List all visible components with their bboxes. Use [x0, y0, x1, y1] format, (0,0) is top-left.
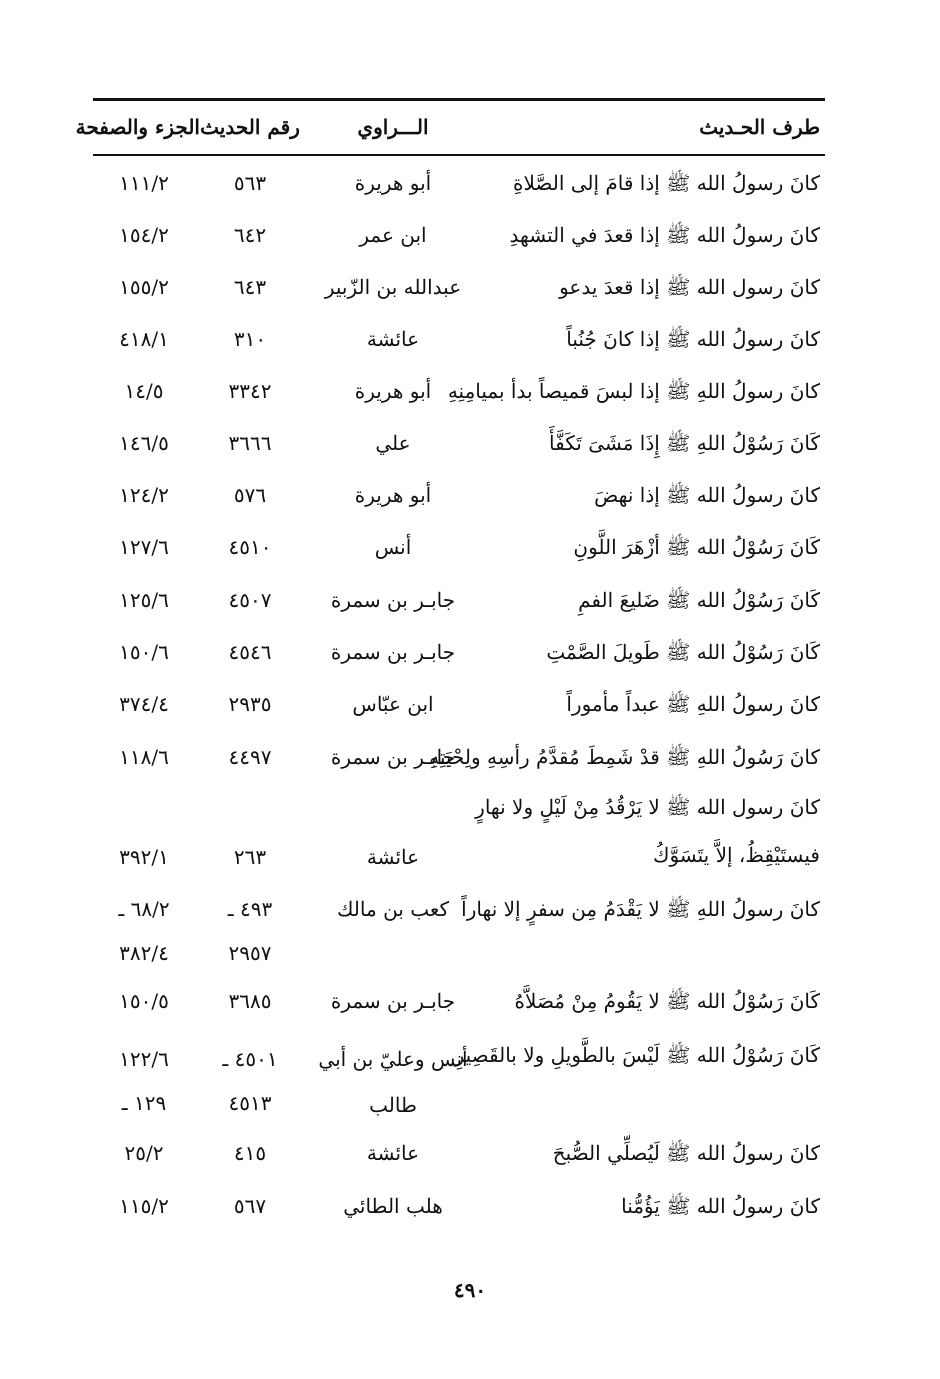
hadith-text: كانَ رسولُ اللهِ ﷺ عبداً مأموراً: [566, 692, 820, 716]
hadith-number: ٣١٠: [233, 327, 267, 351]
volume-page: ١٢٢/٦: [119, 1047, 169, 1071]
volume-page: ١٤٦/٥: [119, 431, 169, 455]
hadith-text: كانَ رسولُ الله ﷺ إذا قعدَ في التشهدِ: [509, 223, 820, 247]
volume-page: ١٢٧/٦: [119, 535, 169, 559]
hadith-number: ٤٥٠١ ـ: [222, 1047, 278, 1071]
hadith-text: كانَ رسول الله ﷺ لا يَرْقُدُ مِنْ لَيْلٍ ولا نهارٍ: [475, 795, 820, 819]
narrator: أبو هريرة: [354, 483, 432, 507]
hadith-number: ٣٦٨٥: [228, 989, 272, 1013]
narrator: عائشة: [366, 845, 420, 869]
hadith-text: كانَ رسولُ الله ﷺ إذا نهضَ: [594, 483, 820, 507]
hadith-number: ٤٥١٠: [228, 535, 272, 559]
narrator: أنس وعليّ بن أبي: [318, 1047, 468, 1071]
narrator: جابـر بن سمرة: [330, 989, 456, 1013]
volume-page: ١٥٠/٦: [119, 640, 169, 664]
volume-page: ١١٥/٢: [119, 1194, 169, 1218]
narrator: جابـر بن سمرة: [330, 588, 456, 612]
volume-page: ١٢٥/٦: [119, 588, 169, 612]
volume-page-secondary: ٣٨٢/٤: [119, 941, 169, 965]
hadith-number-secondary: ٢٩٥٧: [228, 941, 272, 965]
hadith-text: كَانَ رَسُوْلُ الله ﷺ لا يَقُومُ مِنْ مُصَلاَّهُ: [514, 989, 820, 1013]
volume-page: ٤١٨/١: [119, 327, 169, 351]
volume-page: ١٥٥/٢: [119, 275, 169, 299]
narrator: ابن عمر: [359, 223, 427, 247]
volume-page: ١١١/٢: [119, 171, 169, 195]
volume-page: ٣٧٤/٤: [119, 692, 169, 716]
volume-page: ٦٨/٢ ـ: [118, 897, 170, 921]
hadith-number: ٥٦٣: [233, 171, 267, 195]
volume-page: ١٢٤/٢: [119, 483, 169, 507]
volume-page: ١٥٤/٢: [119, 223, 169, 247]
hadith-number: ٤٤٩٧: [228, 745, 272, 769]
hadith-number: ٥٧٦: [233, 483, 267, 507]
hadith-number: ٤٥٠٧: [228, 588, 272, 612]
hadith-text: كانَ رسولُ الله ﷺ لَيُصلِّي الصُّبحَ: [552, 1141, 820, 1165]
hadith-text-continuation: فيستَيْقِظُ، إلاَّ يتَسَوَّكُ: [652, 843, 820, 867]
hadith-text: كانَ رسول الله ﷺ إذا قعدَ يدعو: [559, 275, 820, 299]
narrator: علي: [375, 431, 411, 455]
narrator: أبو هريرة: [354, 171, 432, 195]
hadith-number: ٢٩٣٥: [228, 692, 272, 716]
hadith-number: ٦٤٣: [233, 275, 267, 299]
hadith-number: ٤٥٤٦: [228, 640, 272, 664]
hadith-text: كَانَ رَسُوْلُ الله ﷺ طَويلَ الصَّمْتِ: [546, 640, 820, 664]
volume-page: ١٤/٥: [124, 379, 164, 403]
volume-page: ١٥٠/٥: [119, 989, 169, 1013]
narrator: أنس: [374, 535, 412, 559]
hadith-number: ٦٤٢: [233, 223, 267, 247]
hadith-number: ٥٦٧: [233, 1194, 267, 1218]
header-hadith: طرف الحـديث: [699, 115, 820, 139]
header-number: رقم الحديث: [200, 115, 300, 139]
hadith-text: كانَ رَسُولُ اللهِ ﷺ قدْ شَمِطَ مُقدَّمُ رأسِهِ ولِحْيَتِهِ: [429, 745, 820, 769]
hadith-number: ٤١٥: [233, 1141, 267, 1165]
hadith-text: كانَ رسولُ الله ﷺ إذا كانَ جُنُباً: [566, 327, 820, 351]
narrator: ابن عبّاس: [352, 692, 434, 716]
hadith-text: كَانَ رَسُوْلُ الله ﷺ لَيْسَ بالطَّويلِ ولا بالقَصِيرِ: [454, 1043, 820, 1067]
narrator: جابـر بن سمرة: [330, 640, 456, 664]
table-top-rule: [93, 98, 825, 101]
hadith-text: كانَ رسولُ اللهِ ﷺ إذا لبسَ قميصاً بدأ بميامِنِهِ: [447, 379, 820, 403]
hadith-text: كَانَ رَسُوْلُ اللهِ ﷺ إِذَا مَشَىَ تَكَفَّأَ: [549, 431, 820, 455]
narrator: جابـر بن سمرة: [330, 745, 456, 769]
volume-page-secondary: ١٢٩ ـ: [121, 1091, 167, 1115]
narrator: عائشة: [366, 327, 420, 351]
header-volume-page: الجزء والصفحة: [75, 115, 200, 139]
narrator: هلب الطائي: [343, 1194, 443, 1218]
narrator: عبدالله بن الزّبير: [324, 275, 462, 299]
hadith-number: ٢٦٣: [233, 845, 267, 869]
volume-page: ١١٨/٦: [119, 745, 169, 769]
hadith-number: ٣٣٤٢: [228, 379, 272, 403]
page-number: ٤٩٠: [453, 1278, 487, 1302]
hadith-text: كَانَ رَسُوْلُ الله ﷺ أزْهَرَ اللَّونِ: [573, 535, 820, 559]
hadith-text: كَانَ رَسُوْلُ الله ﷺ ضَليعَ الفمِ: [578, 588, 820, 612]
hadith-number: ٤٩٣ ـ: [227, 897, 273, 921]
hadith-text: كانَ رسولُ اللهِ ﷺ لا يَقْدَمُ مِن سفرٍ إلا نهاراً: [461, 897, 820, 921]
hadith-number-secondary: ٤٥١٣: [228, 1091, 272, 1115]
header-narrator: الـــراوي: [357, 115, 429, 139]
narrator-continuation: طالب: [369, 1093, 417, 1117]
narrator: أبو هريرة: [354, 379, 432, 403]
volume-page: ٢٥/٢: [124, 1141, 164, 1165]
table-header-rule: [93, 154, 825, 156]
volume-page: ٣٩٢/١: [119, 845, 169, 869]
narrator: كعب بن مالك: [336, 897, 450, 921]
hadith-text: كانَ رسولُ الله ﷺ إذا قامَ إلى الصَّلاةِ: [512, 171, 820, 195]
hadith-number: ٣٦٦٦: [228, 431, 272, 455]
hadith-text: كانَ رسولُ الله ﷺ يَؤُمُّنا: [621, 1194, 820, 1218]
narrator: عائشة: [366, 1141, 420, 1165]
